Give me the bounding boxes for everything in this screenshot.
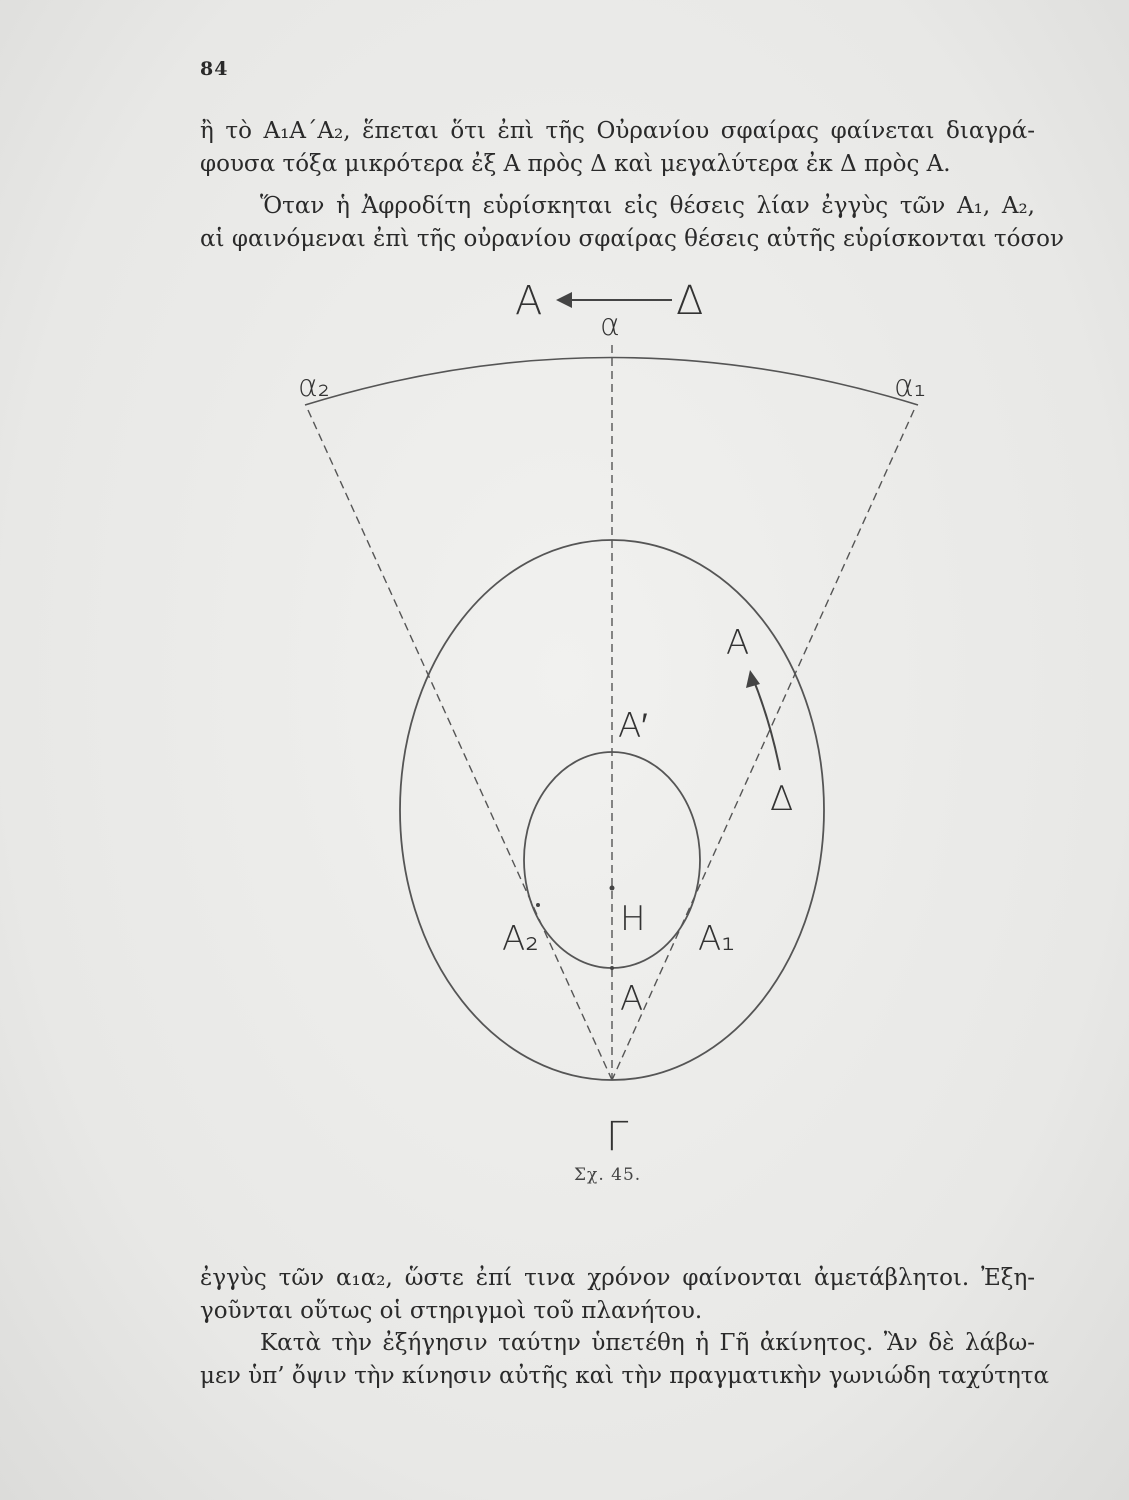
- text-line: Κατὰ τὴν ἐξήγησιν ταύτην ὑπετέθη ἡ Γῆ ἀκίνητος. Ἂν δὲ λάβω-: [260, 1330, 1035, 1356]
- label-alpha-2: α₂: [298, 369, 330, 404]
- page-number: 84: [200, 58, 229, 80]
- orbit-motion-arrow: [752, 676, 780, 770]
- label-A-bottom: Α: [620, 979, 644, 1019]
- point-mark: [536, 903, 540, 907]
- label-H: Η: [620, 899, 646, 939]
- paragraph-4: [200, 1327, 1049, 1393]
- label-alpha-1: α₁: [894, 369, 926, 404]
- text-line: ἢ τὸ Α₁Α΄Α₂, ἕπεται ὅτι ἐπὶ τῆς Οὐρανίου σφαίρας φαίνεται διαγρά-: [200, 118, 1035, 144]
- paragraph-3: [200, 1262, 1035, 1328]
- dashed-tangent-left: [308, 410, 612, 1080]
- orbit-motion-arrow-head: [746, 670, 760, 688]
- label-A-orbit: Α: [726, 623, 750, 663]
- label-A-1: Α₁: [698, 919, 735, 959]
- earth-center-dot: [610, 886, 615, 891]
- text-line: μεν ὑπ’ ὄψιν τὴν κίνησιν αὐτῆς καὶ τὴν πραγματικὴν γωνιώδη ταχύτητα: [200, 1363, 1049, 1389]
- label-Delta-orbit: Δ: [770, 779, 794, 819]
- top-arrow-head: [556, 292, 572, 308]
- text-line: Ὅταν ἡ Ἀφροδίτη εὑρίσκηται εἰς θέσεις λίαν ἐγγὺς τῶν Α₁, Α₂,: [260, 193, 1035, 219]
- label-Gamma: Γ: [606, 1114, 629, 1160]
- text-line: αἱ φαινόμεναι ἐπὶ τῆς οὐρανίου σφαίρας θέσεις αὐτῆς εὑρίσκονται τόσον: [200, 226, 1064, 252]
- text-line: γοῦνται οὕτως οἱ στηριγμοὶ τοῦ πλανήτου.: [200, 1298, 703, 1324]
- label-A-top: Α: [515, 278, 543, 324]
- text-line: ἐγγὺς τῶν α₁α₂, ὥστε ἐπί τινα χρόνον φαίνονται ἀμετάβλητοι. Ἐξη-: [200, 1265, 1035, 1291]
- text-line: φουσα τόξα μικρότερα ἐξ Α πρὸς Δ καὶ μεγαλύτερα ἐκ Δ πρὸς Α.: [200, 151, 951, 177]
- label-A-prime: Α′: [618, 706, 648, 746]
- label-A-2: Α₂: [502, 919, 539, 959]
- point-mark: [610, 966, 614, 970]
- dashed-tangent-right: [612, 410, 914, 1080]
- label-Delta-top: Δ: [676, 278, 704, 324]
- label-alpha: α: [600, 308, 620, 343]
- figure-caption: Σχ. 45.: [574, 1165, 642, 1185]
